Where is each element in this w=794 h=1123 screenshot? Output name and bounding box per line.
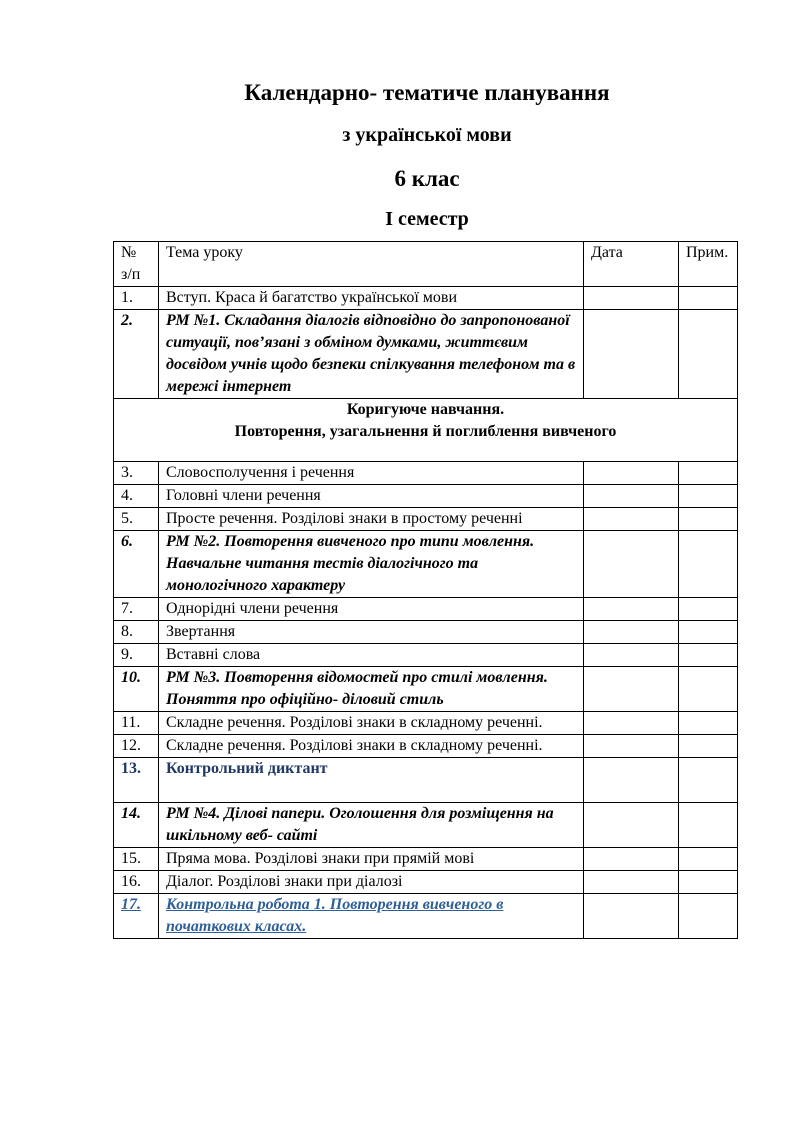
row-topic: Контрольний диктант bbox=[159, 758, 584, 803]
row-topic: Пряма мова. Розділові знаки при прямій мові bbox=[159, 848, 584, 871]
row-topic: Складне речення. Розділові знаки в складному реченні. bbox=[159, 712, 584, 735]
lesson-plan-table bbox=[113, 241, 738, 939]
row-date bbox=[584, 758, 679, 803]
table-row bbox=[114, 598, 738, 621]
table-row bbox=[114, 644, 738, 667]
row-date bbox=[584, 531, 679, 598]
row-date bbox=[584, 848, 679, 871]
row-topic: Складне речення. Розділові знаки в складному реченні. bbox=[159, 735, 584, 758]
row-number: 12. bbox=[114, 735, 159, 758]
row-date bbox=[584, 644, 679, 667]
table-row bbox=[114, 712, 738, 735]
row-number: 13. bbox=[114, 758, 159, 803]
row-date bbox=[584, 462, 679, 485]
row-date bbox=[584, 803, 679, 848]
subject-heading: з української мови bbox=[342, 124, 512, 146]
row-note bbox=[679, 894, 738, 939]
row-date bbox=[584, 310, 679, 399]
row-note bbox=[679, 667, 738, 712]
header-topic: Тема уроку bbox=[159, 242, 584, 287]
section-line-1: Коригуюче навчання. bbox=[346, 401, 505, 418]
row-note bbox=[679, 621, 738, 644]
row-topic: Головні члени речення bbox=[159, 485, 584, 508]
row-topic: РМ №1. Складання діалогів відповідно до запропонованої ситуації, пов’язані з обміном думками, життєвим досвідом учнів щодо безпеки спілкування телефоном та в мережі інтернет bbox=[159, 310, 584, 399]
row-note bbox=[679, 758, 738, 803]
row-date bbox=[584, 712, 679, 735]
row-number: 3. bbox=[114, 462, 159, 485]
table-row bbox=[114, 485, 738, 508]
row-date bbox=[584, 485, 679, 508]
row-number: 14. bbox=[114, 803, 159, 848]
row-topic: РМ №3. Повторення відомостей про стилі мовлення. Поняття про офіційно- діловий стиль bbox=[159, 667, 584, 712]
table-row bbox=[114, 894, 738, 939]
row-note bbox=[679, 803, 738, 848]
row-number: 15. bbox=[114, 848, 159, 871]
row-note bbox=[679, 508, 738, 531]
row-note bbox=[679, 485, 738, 508]
table-row bbox=[114, 310, 738, 399]
table-row bbox=[114, 871, 738, 894]
row-date bbox=[584, 508, 679, 531]
table-row bbox=[114, 508, 738, 531]
row-number: 1. bbox=[114, 287, 159, 310]
row-date bbox=[584, 667, 679, 712]
section-line-2: Повторення, узагальнення й поглиблення вивченого bbox=[234, 423, 617, 440]
table-row bbox=[114, 758, 738, 803]
row-number: 9. bbox=[114, 644, 159, 667]
row-note bbox=[679, 287, 738, 310]
row-note bbox=[679, 848, 738, 871]
row-number: 4. bbox=[114, 485, 159, 508]
row-topic: РМ №2. Повторення вивченого про типи мовлення. Навчальне читання тестів діалогічного та монологічного характеру bbox=[159, 531, 584, 598]
row-topic: Діалог. Розділові знаки при діалозі bbox=[159, 871, 584, 894]
row-topic: РМ №4. Ділові папери. Оголошення для розміщення на шкільному веб- сайті bbox=[159, 803, 584, 848]
row-note bbox=[679, 871, 738, 894]
header-note: Прим. bbox=[679, 242, 738, 287]
row-number: 16. bbox=[114, 871, 159, 894]
table-header-row bbox=[114, 242, 738, 287]
semester-heading: І семестр bbox=[385, 208, 469, 230]
row-number: 2. bbox=[114, 310, 159, 399]
row-number: 8. bbox=[114, 621, 159, 644]
table-row bbox=[114, 462, 738, 485]
row-date bbox=[584, 287, 679, 310]
document-title: Календарно- тематиче планування bbox=[244, 80, 610, 105]
row-date bbox=[584, 598, 679, 621]
header-number: № з/п bbox=[114, 242, 159, 287]
row-number: 10. bbox=[114, 667, 159, 712]
grade-heading: 6 клас bbox=[394, 166, 460, 191]
row-number: 6. bbox=[114, 531, 159, 598]
row-number: 17. bbox=[114, 894, 159, 939]
row-note bbox=[679, 735, 738, 758]
row-note bbox=[679, 644, 738, 667]
row-note bbox=[679, 712, 738, 735]
row-note bbox=[679, 531, 738, 598]
section-row bbox=[114, 399, 738, 462]
table-row bbox=[114, 803, 738, 848]
row-number: 5. bbox=[114, 508, 159, 531]
row-date bbox=[584, 871, 679, 894]
row-number: 7. bbox=[114, 598, 159, 621]
row-date bbox=[584, 621, 679, 644]
row-note bbox=[679, 462, 738, 485]
table-row bbox=[114, 667, 738, 712]
row-topic: Просте речення. Розділові знаки в простому реченні bbox=[159, 508, 584, 531]
table-row bbox=[114, 848, 738, 871]
table-row bbox=[114, 287, 738, 310]
row-date bbox=[584, 735, 679, 758]
header-date: Дата bbox=[584, 242, 679, 287]
row-note bbox=[679, 310, 738, 399]
row-topic: Контрольна робота 1. Повторення вивченого в початкових класах. bbox=[159, 894, 584, 939]
section-heading bbox=[114, 399, 738, 462]
table-row bbox=[114, 531, 738, 598]
row-number: 11. bbox=[114, 712, 159, 735]
row-topic: Вставні слова bbox=[159, 644, 584, 667]
row-topic: Словосполучення і речення bbox=[159, 462, 584, 485]
row-topic: Однорідні члени речення bbox=[159, 598, 584, 621]
table-row bbox=[114, 735, 738, 758]
table-row bbox=[114, 621, 738, 644]
row-topic: Вступ. Краса й багатство української мови bbox=[159, 287, 584, 310]
row-date bbox=[584, 894, 679, 939]
row-note bbox=[679, 598, 738, 621]
row-topic: Звертання bbox=[159, 621, 584, 644]
